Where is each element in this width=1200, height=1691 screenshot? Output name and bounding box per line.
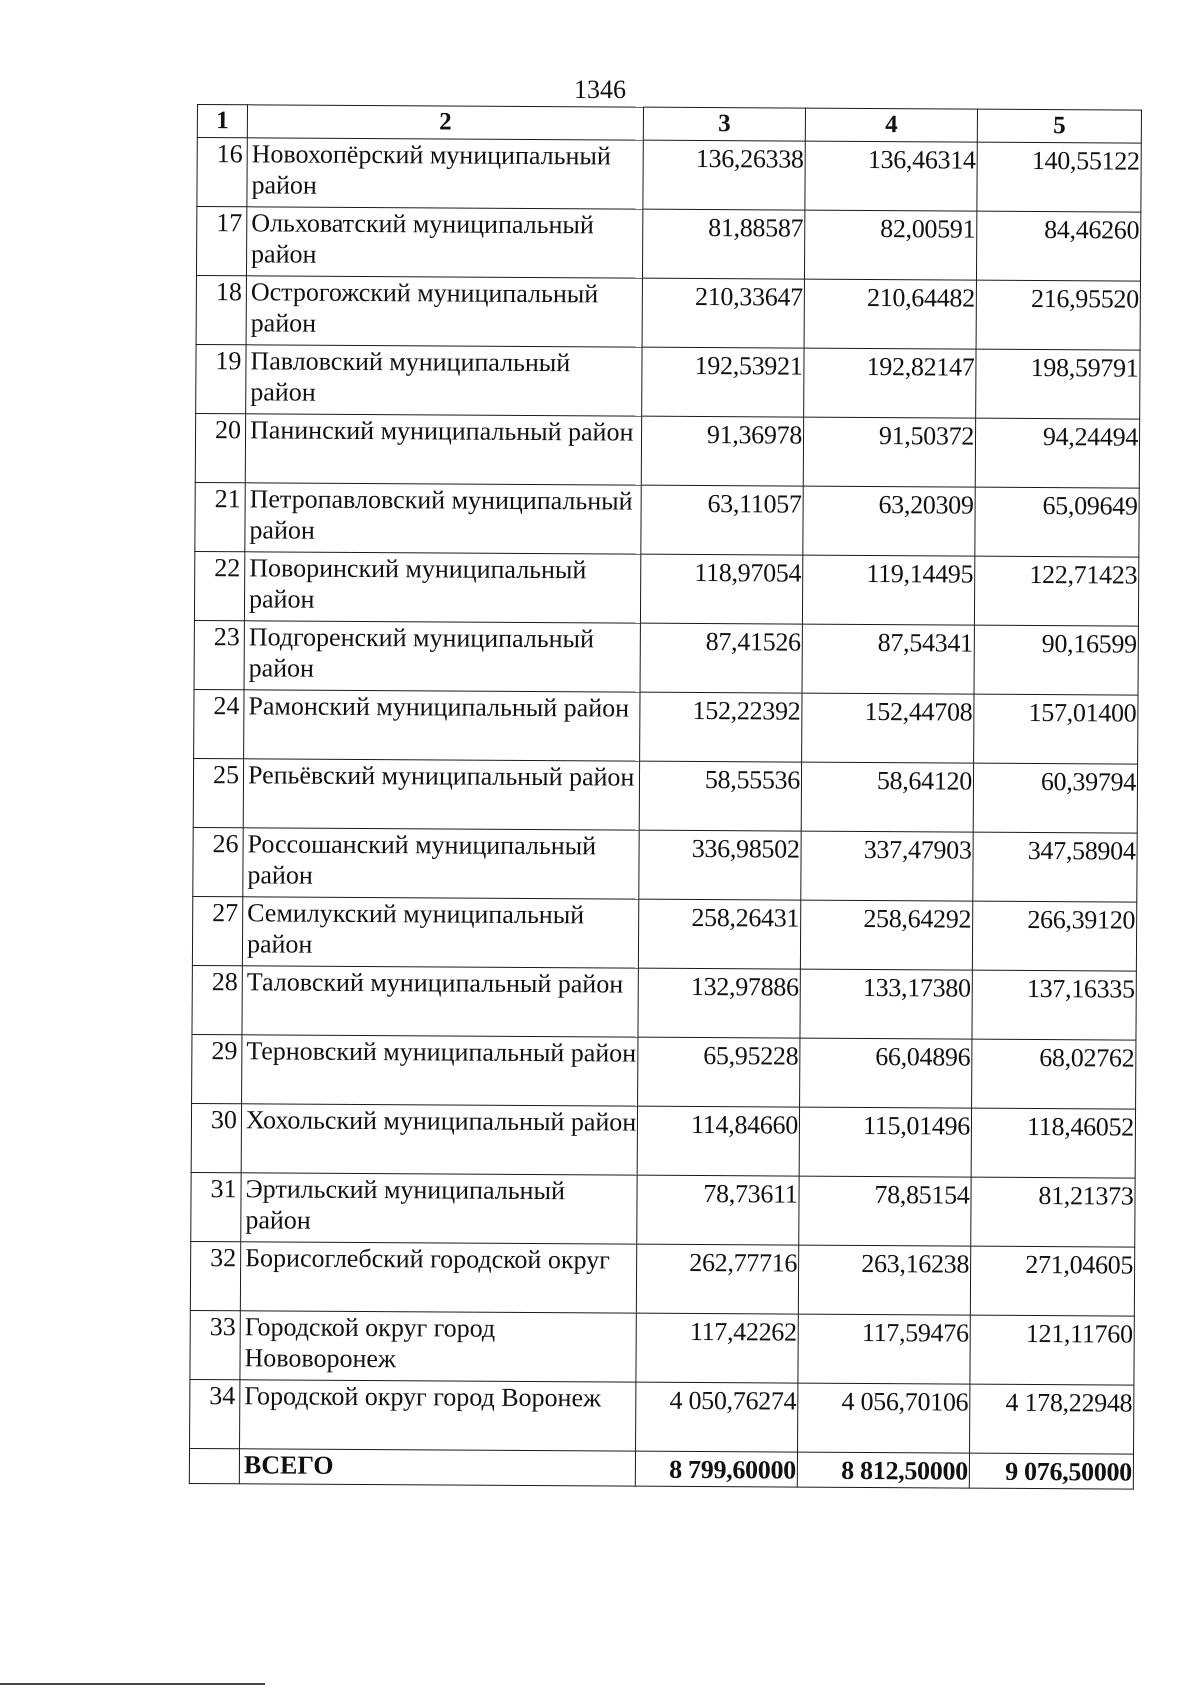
row-number: 17 [196,207,246,276]
municipality-name: Терновский муниципальный район [242,1035,638,1106]
value-column-5: 4 178,22948 [970,1384,1134,1454]
table-row [192,896,1136,971]
value-column-5: 60,39794 [973,763,1137,833]
table-row [196,344,1140,419]
value-column-4: 192,82147 [804,348,976,418]
value-column-3: 192,53921 [642,347,804,417]
total-row [189,1448,1133,1489]
municipality-name: Городской округ город Нововоронеж [240,1311,636,1382]
table-row [190,1379,1134,1454]
table-row [193,758,1137,833]
table-row [193,827,1137,902]
value-column-4: 4 056,70106 [798,1383,970,1453]
value-column-5: 137,16335 [972,970,1136,1040]
value-column-4: 91,50372 [803,417,975,487]
value-column-4: 337,47903 [801,831,973,901]
value-column-3: 117,42262 [636,1313,798,1383]
row-number: 30 [191,1103,241,1172]
value-column-4: 87,54341 [802,624,974,694]
table-row [190,1241,1134,1316]
municipality-name: Острогожский муниципальный район [246,276,642,347]
row-number: 29 [192,1034,242,1103]
column-header: 3 [643,107,805,141]
value-column-3: 118,97054 [640,554,802,624]
row-number: 24 [194,689,244,758]
value-column-4: 117,59476 [798,1314,970,1384]
municipality-name: Поворинский муниципальный район [244,552,640,623]
value-column-4: 66,04896 [800,1038,972,1108]
value-column-3: 91,36978 [641,416,803,486]
value-column-5: 65,09649 [975,487,1139,557]
value-column-4: 210,64482 [804,279,976,349]
table-row [194,551,1138,626]
value-column-3: 65,95228 [638,1037,800,1107]
value-column-4: 115,01496 [799,1107,971,1177]
column-header: 1 [197,105,247,138]
municipality-name: Семилукский муниципальный район [242,897,638,968]
value-column-3: 58,55536 [639,761,801,831]
value-column-5: 140,55122 [977,142,1141,212]
value-column-4: 119,14495 [802,555,974,625]
value-column-4: 58,64120 [801,762,973,832]
value-column-3: 258,26431 [638,899,800,969]
value-column-4: 152,44708 [802,693,974,763]
row-number: 33 [190,1310,240,1379]
total-column-5: 9 076,50000 [969,1453,1133,1489]
value-column-4: 258,64292 [800,900,972,970]
total-column-3: 8 799,60000 [635,1451,797,1487]
table-header-row [197,105,1141,144]
municipality-name: Подгоренский муниципальный район [244,621,640,692]
value-column-4: 263,16238 [798,1245,970,1315]
row-number: 19 [196,344,246,413]
value-column-3: 210,33647 [642,278,804,348]
table-row [191,1172,1135,1247]
value-column-5: 118,46052 [971,1108,1135,1178]
total-label: ВСЕГО [239,1449,635,1486]
total-column-4: 8 812,50000 [797,1452,969,1488]
municipality-name: Городской округ город Воронеж [240,1380,636,1451]
total-row-number [189,1448,239,1483]
row-number: 31 [191,1172,241,1241]
table-body [189,105,1141,1490]
municipality-name: Эртильский муниципальный район [241,1173,637,1244]
row-number: 32 [190,1241,240,1310]
value-column-5: 90,16599 [974,625,1138,695]
table-row [197,138,1141,213]
value-column-4: 78,85154 [799,1176,971,1246]
value-column-3: 336,98502 [639,830,801,900]
value-column-3: 87,41526 [640,623,802,693]
value-column-3: 4 050,76274 [636,1382,798,1452]
table-row [194,689,1138,764]
value-column-5: 198,59791 [976,349,1140,419]
value-column-3: 262,77716 [636,1244,798,1314]
value-column-5: 266,39120 [972,901,1136,971]
value-column-5: 68,02762 [972,1039,1136,1109]
municipality-name: Хохольский муниципальный район [241,1104,637,1175]
municipality-name: Новохопёрский муниципальный район [247,138,643,209]
value-column-3: 152,22392 [640,692,802,762]
row-number: 16 [197,138,247,207]
value-column-4: 63,20309 [803,486,975,556]
municipality-name: Петропавловский муниципальный район [245,483,641,554]
column-header: 5 [977,109,1141,143]
value-column-5: 121,11760 [970,1315,1134,1385]
bottom-edge-rule [0,1683,265,1685]
value-column-3: 63,11057 [641,485,803,555]
table-row [190,1310,1134,1385]
row-number: 22 [194,551,244,620]
value-column-3: 114,84660 [637,1106,799,1176]
value-column-5: 94,24494 [975,418,1139,488]
table-row [196,207,1140,282]
municipality-name: Ольховатский муниципальный район [246,207,642,278]
column-header: 4 [805,108,977,142]
table-row [195,482,1139,557]
table-row [196,275,1140,350]
value-column-3: 136,26338 [643,140,805,210]
value-column-3: 78,73611 [637,1175,799,1245]
value-column-5: 81,21373 [971,1177,1135,1247]
municipality-name: Россошанский муниципальный район [243,828,639,899]
municipality-name: Таловский муниципальный район [242,966,638,1037]
value-column-5: 122,71423 [974,556,1138,626]
row-number: 21 [195,482,245,551]
table-row [195,413,1139,488]
table-row [192,1034,1136,1109]
value-column-3: 81,88587 [642,209,804,279]
row-number: 28 [192,965,242,1034]
row-number: 27 [192,896,242,965]
table-row [191,1103,1135,1178]
row-number: 20 [195,413,245,482]
table-row [192,965,1136,1040]
municipality-name: Борисоглебский городской округ [240,1242,636,1313]
value-column-5: 271,04605 [970,1246,1134,1316]
municipality-name: Панинский муниципальный район [245,414,641,485]
value-column-5: 84,46260 [976,211,1140,281]
value-column-5: 347,58904 [973,832,1137,902]
value-column-5: 157,01400 [974,694,1138,764]
value-column-4: 82,00591 [804,210,976,280]
table-row [194,620,1138,695]
row-number: 23 [194,620,244,689]
value-column-4: 136,46314 [805,141,977,211]
value-column-3: 132,97886 [638,968,800,1038]
value-column-4: 133,17380 [800,969,972,1039]
row-number: 26 [193,827,243,896]
page-number: 1346 [574,75,626,104]
municipality-name: Репьёвский муниципальный район [243,759,639,830]
municipality-name: Рамонский муниципальный район [244,690,640,761]
row-number: 18 [196,275,246,344]
value-column-5: 216,95520 [976,280,1140,350]
column-header: 2 [247,105,643,140]
municipality-name: Павловский муниципальный район [246,345,642,416]
row-number: 25 [193,758,243,827]
row-number: 34 [190,1379,240,1448]
allocation-table [189,104,1142,1490]
